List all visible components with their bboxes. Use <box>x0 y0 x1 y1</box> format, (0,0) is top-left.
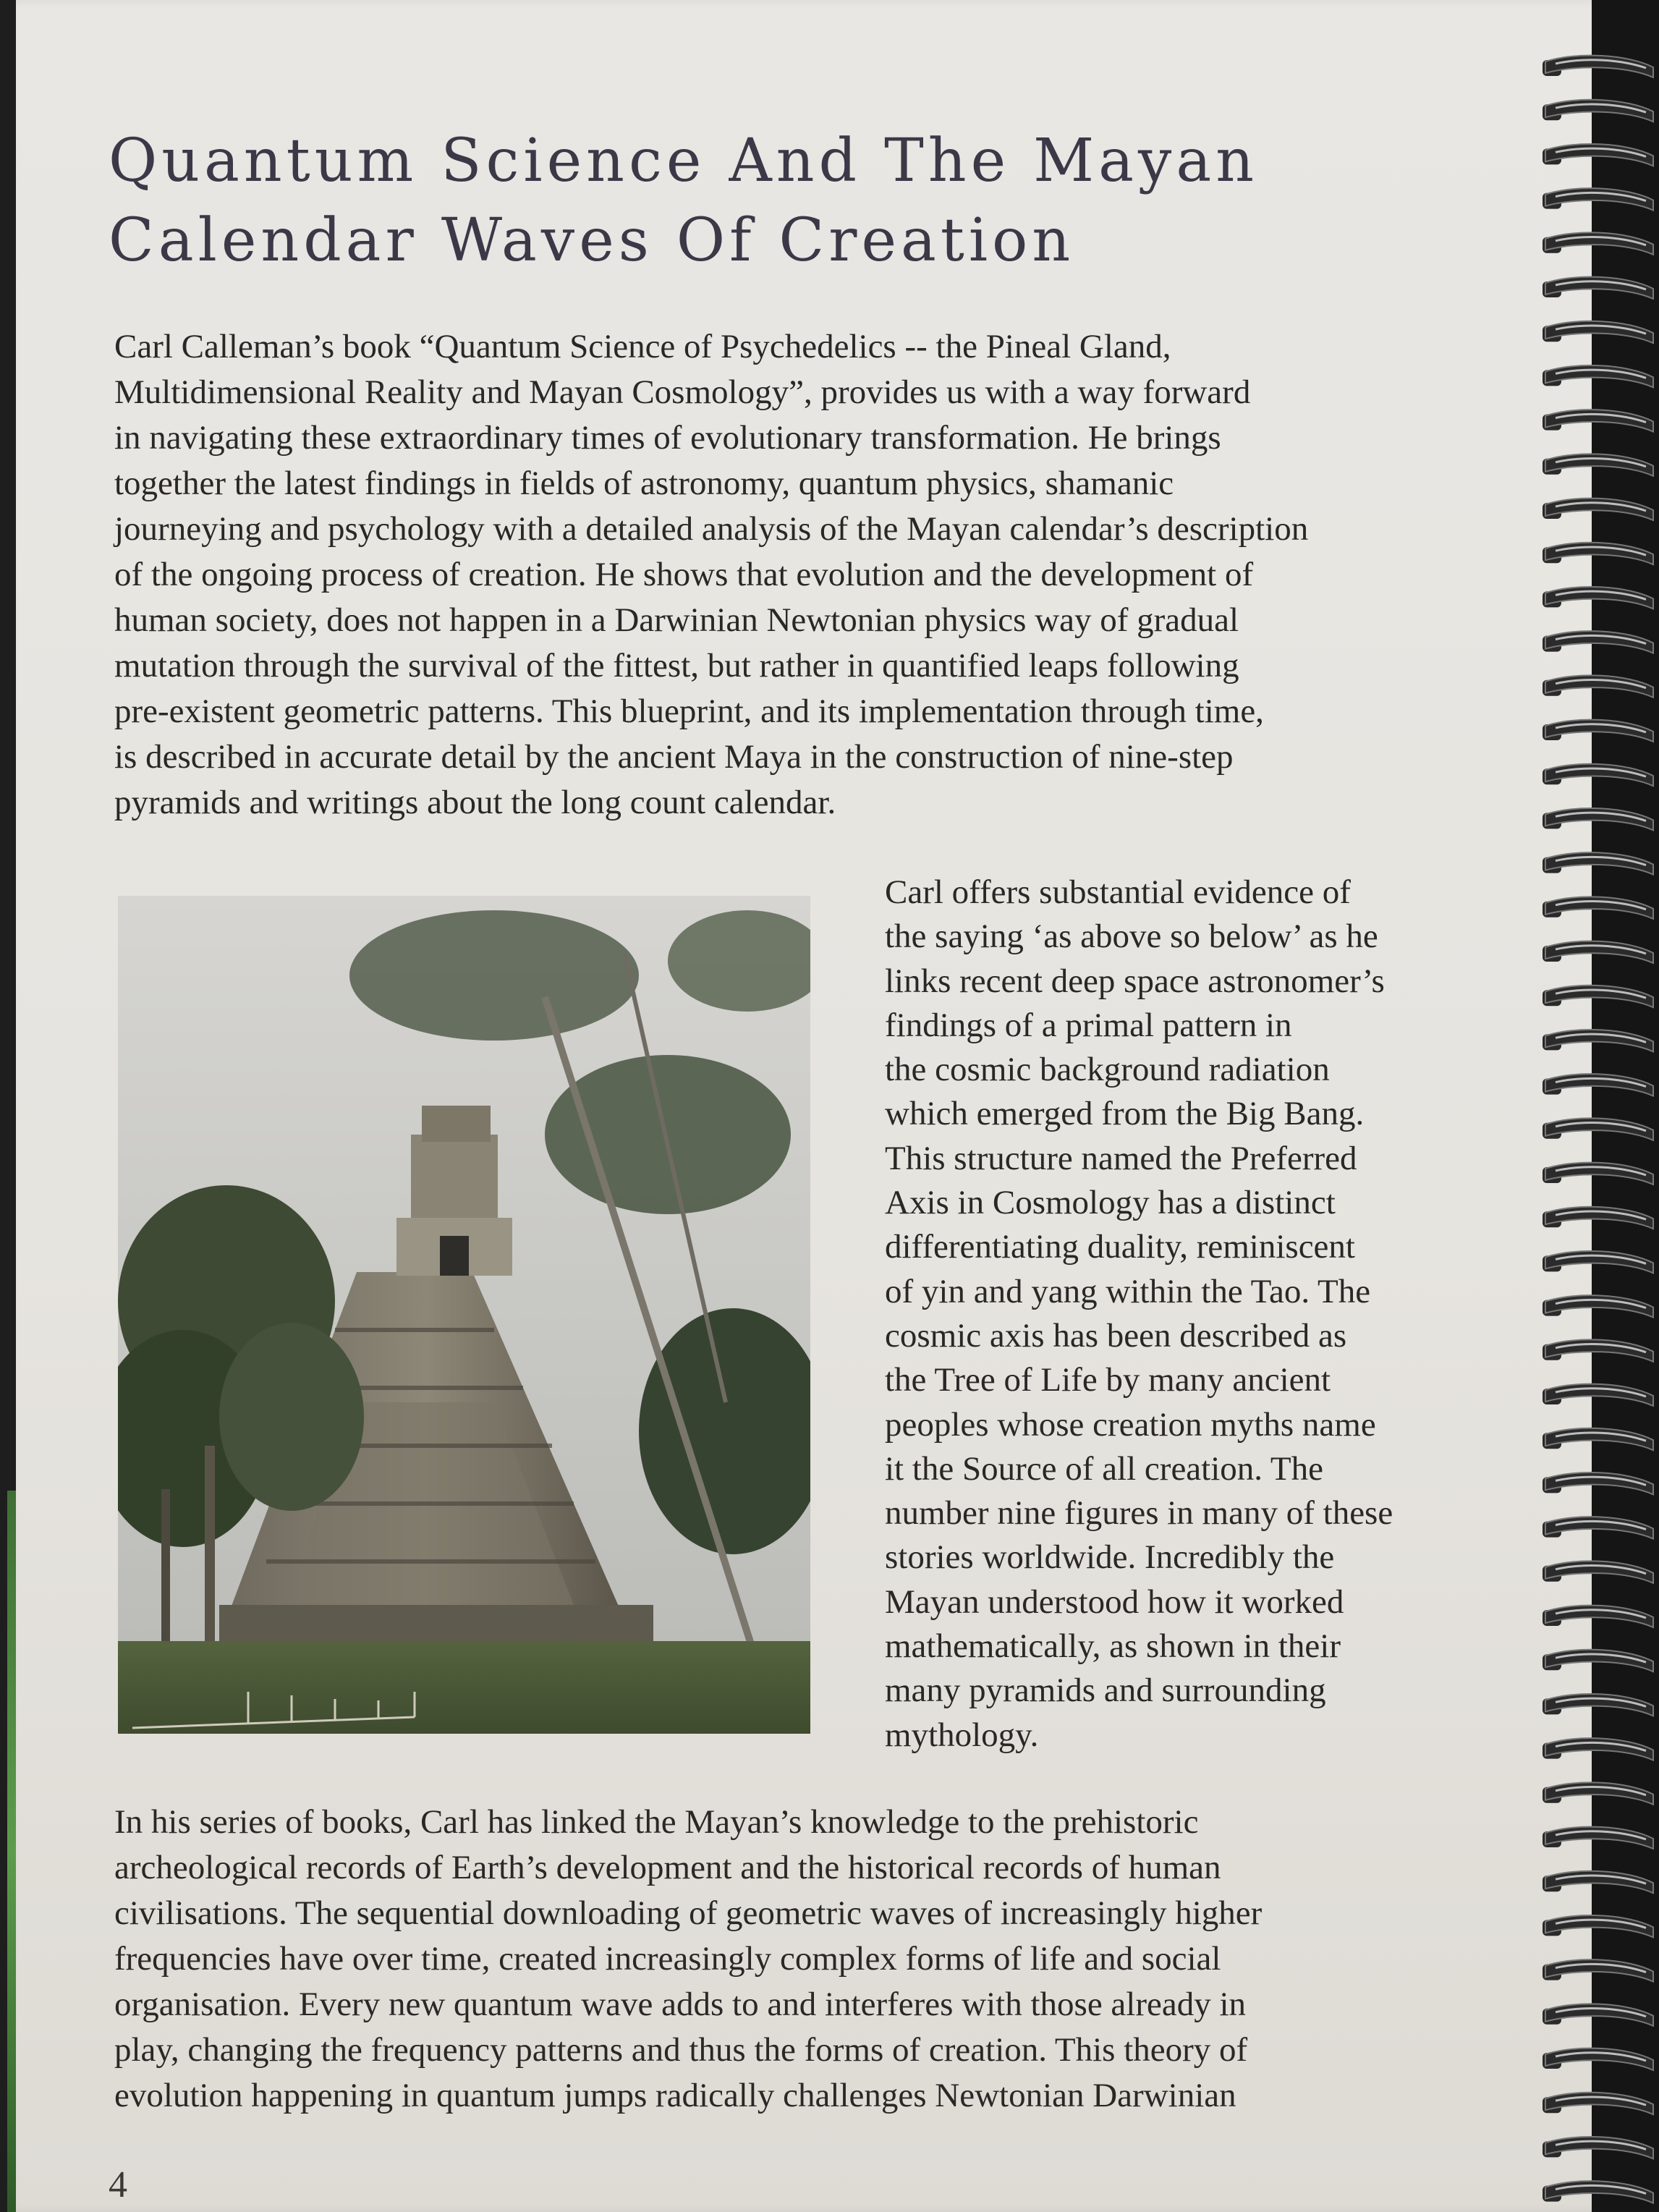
text-line: human society, does not happen in a Darwinian Newtonian physics way of gradual <box>114 601 1239 639</box>
text-line: archeological records of Earth’s development and the historical records of human <box>114 1849 1221 1886</box>
text-line: cosmic axis has been described as <box>885 1316 1347 1355</box>
text-line: findings of a primal pattern in <box>885 1006 1292 1044</box>
text-line: together the latest findings in fields of astronomy, quantum physics, shamanic <box>114 465 1174 502</box>
text-line: pre-existent geometric patterns. This blueprint, and its implementation through time, <box>114 692 1264 730</box>
text-line: the Tree of Life by many ancient <box>885 1361 1331 1399</box>
text-line: evolution happening in quantum jumps radically challenges Newtonian Darwinian <box>114 2077 1236 2114</box>
text-line: organisation. Every new quantum wave adds to and interferes with those already in <box>114 1986 1247 2023</box>
text-line: of the ongoing process of creation. He shows that evolution and the development of <box>114 556 1254 593</box>
text-line: peoples whose creation myths name <box>885 1405 1376 1444</box>
text-line: the saying ‘as above so below’ as he <box>885 918 1378 956</box>
text-line: journeying and psychology with a detailed analysis of the Mayan calendar’s description <box>114 510 1309 548</box>
page-title <box>109 122 1483 281</box>
text-line: Axis in Cosmology has a distinct <box>885 1184 1336 1222</box>
text-line: of yin and yang within the Tao. The <box>885 1272 1371 1310</box>
spiral-binding <box>1527 0 1659 2212</box>
intro-paragraph <box>114 324 1489 826</box>
text-line: play, changing the frequency patterns and thus the forms of creation. This theory of <box>114 2031 1248 2069</box>
text-line: Carl offers substantial evidence of <box>885 873 1351 911</box>
side-paragraph <box>885 870 1485 1758</box>
text-line: many pyramids and surrounding <box>885 1671 1326 1710</box>
text-line: This structure named the Preferred <box>885 1139 1357 1177</box>
text-line: Carl Calleman’s book “Quantum Science of Psychedelics -- the Pineal Gland, <box>114 328 1171 365</box>
text-line: it the Source of all creation. The <box>885 1449 1323 1488</box>
text-line: mathematically, as shown in their <box>885 1627 1341 1666</box>
title-line: Calendar Waves Of Creation <box>109 206 1075 275</box>
closing-paragraph <box>114 1800 1489 2119</box>
mayan-pyramid-photo <box>118 896 810 1734</box>
text-line: in navigating these extraordinary times of evolutionary transformation. He brings <box>114 419 1221 457</box>
text-line: the cosmic background radiation <box>885 1051 1330 1089</box>
text-line: links recent deep space astronomer’s <box>885 962 1385 1000</box>
text-line: number nine figures in many of these <box>885 1494 1393 1533</box>
text-line: In his series of books, Carl has linked the Mayan’s knowledge to the prehistoric <box>114 1803 1199 1841</box>
text-line: pyramids and writings about the long count calendar. <box>114 784 836 821</box>
text-line: stories worldwide. Incredibly the <box>885 1538 1335 1577</box>
text-line: differentiating duality, reminiscent <box>885 1228 1355 1266</box>
text-line: frequencies have over time, created increasingly complex forms of life and social <box>114 1940 1221 1978</box>
text-line: mythology. <box>885 1716 1039 1754</box>
text-line: Mayan understood how it worked <box>885 1582 1344 1621</box>
text-line: is described in accurate detail by the ancient Maya in the construction of nine-step <box>114 738 1234 776</box>
text-line: Multidimensional Reality and Mayan Cosmology”, provides us with a way forward <box>114 373 1251 411</box>
page-number: 4 <box>109 2164 127 2205</box>
text-line: civilisations. The sequential downloading of geometric waves of increasingly higher <box>114 1894 1263 1932</box>
title-line: Quantum Science And The Mayan <box>109 127 1259 195</box>
text-line: which emerged from the Big Bang. <box>885 1095 1365 1133</box>
text-line: mutation through the survival of the fittest, but rather in quantified leaps following <box>114 647 1239 685</box>
